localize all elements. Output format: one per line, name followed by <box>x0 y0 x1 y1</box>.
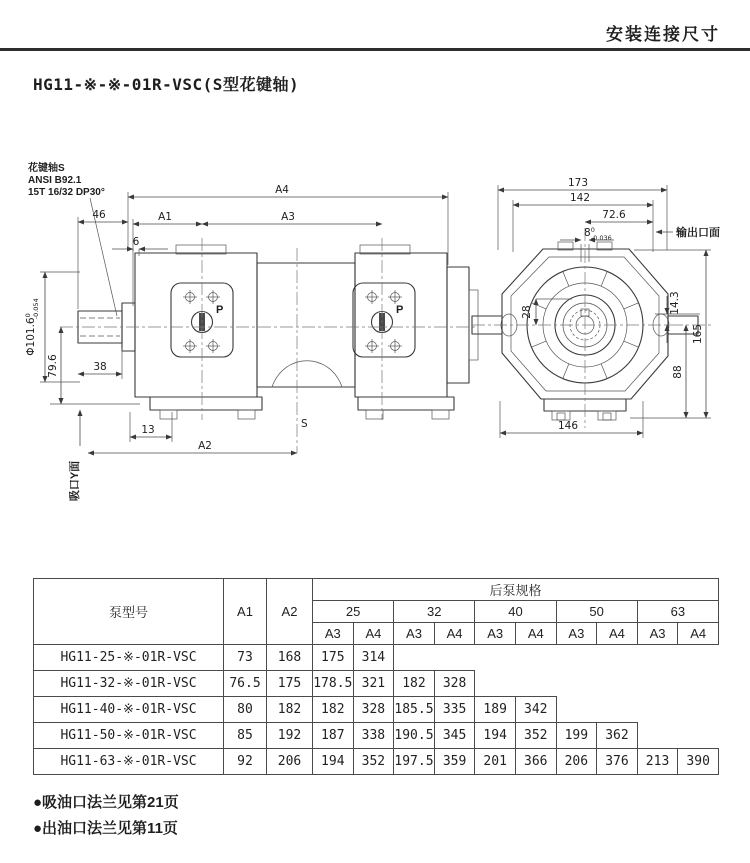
dim-88: 88 <box>672 365 684 379</box>
col-header-a1: A1 <box>224 579 267 645</box>
table-cell: 175 <box>313 645 354 671</box>
dim-s: S <box>301 418 308 430</box>
table-cell: 185.5 <box>394 697 435 723</box>
table-cell: 390 <box>678 749 719 775</box>
size-group-header-50: 50 <box>556 601 637 623</box>
table-cell: 342 <box>515 697 556 723</box>
side-view <box>60 238 478 453</box>
col-header-rear-pump-spec: 后泵规格 <box>313 579 719 601</box>
spline-note-2: ANSI B92.1 <box>28 175 82 186</box>
table-cell <box>597 697 638 723</box>
table-cell <box>556 697 597 723</box>
sub-col-header-a3: A3 <box>394 623 435 645</box>
table-cell <box>394 645 435 671</box>
table-cell: 338 <box>353 723 394 749</box>
page-title: HG11-※-※-01R-VSC(S型花键轴) <box>33 75 300 94</box>
table-cell: 178.5 <box>313 671 354 697</box>
table-cell: 206 <box>267 749 313 775</box>
table-cell: 187 <box>313 723 354 749</box>
table-cell: 192 <box>267 723 313 749</box>
table-cell: 345 <box>434 723 475 749</box>
table-cell: 92 <box>224 749 267 775</box>
header-section-label: 安装连接尺寸 <box>606 25 720 44</box>
table-cell: 73 <box>224 645 267 671</box>
size-group-header-40: 40 <box>475 601 556 623</box>
table-cell <box>515 645 556 671</box>
table-cell <box>637 645 678 671</box>
cell-model: HG11-50-※-01R-VSC <box>34 723 224 749</box>
dim-a4: A4 <box>275 184 289 196</box>
table-cell: 352 <box>515 723 556 749</box>
sub-col-header-a4: A4 <box>353 623 394 645</box>
dim-146: 146 <box>557 420 579 432</box>
outlet-face-label: 输出口面 <box>676 227 720 239</box>
sub-col-header-a4: A4 <box>597 623 638 645</box>
dim-14-3: 14.3 <box>669 291 681 315</box>
table-cell: 168 <box>267 645 313 671</box>
sub-col-header-a4: A4 <box>434 623 475 645</box>
cell-model: HG11-25-※-01R-VSC <box>34 645 224 671</box>
table-body <box>34 645 719 775</box>
dimensions-table <box>33 578 719 775</box>
table-cell: 362 <box>597 723 638 749</box>
table-cell: 190.5 <box>394 723 435 749</box>
table-cell: 328 <box>353 697 394 723</box>
front-view <box>472 228 712 428</box>
table-row <box>34 749 719 775</box>
dim-a1: A1 <box>158 211 172 223</box>
cell-model: HG11-40-※-01R-VSC <box>34 697 224 723</box>
page-header <box>0 14 750 48</box>
note-outlet-flange: ●出油口法兰见第11页 <box>33 820 178 837</box>
table-cell: 199 <box>556 723 597 749</box>
table-cell: 328 <box>434 671 475 697</box>
table-cell: 321 <box>353 671 394 697</box>
table-row <box>34 723 719 749</box>
col-header-model: 泵型号 <box>34 579 224 645</box>
table-cell: 335 <box>434 697 475 723</box>
dim-38: 38 <box>93 361 107 373</box>
table-cell <box>637 723 678 749</box>
dim-a2: A2 <box>198 440 212 452</box>
table-cell <box>515 671 556 697</box>
table-cell <box>637 671 678 697</box>
table-row <box>34 697 719 723</box>
table-cell: 206 <box>556 749 597 775</box>
table-cell: 194 <box>475 723 516 749</box>
table-cell: 352 <box>353 749 394 775</box>
cell-model: HG11-63-※-01R-VSC <box>34 749 224 775</box>
table-cell <box>597 671 638 697</box>
table-cell <box>678 723 719 749</box>
table-cell: 314 <box>353 645 394 671</box>
footer-notes <box>33 790 179 842</box>
table-cell <box>475 645 516 671</box>
size-group-header-63: 63 <box>637 601 718 623</box>
dim-46: 46 <box>92 209 106 221</box>
header-rule <box>0 48 750 51</box>
spline-note-3: 15T 16/32 DP30° <box>28 187 105 198</box>
table-cell <box>678 671 719 697</box>
table-head <box>34 579 719 645</box>
table-cell <box>678 697 719 723</box>
table-cell <box>556 645 597 671</box>
technical-drawing <box>0 140 750 570</box>
table-cell: 80 <box>224 697 267 723</box>
table-cell: 366 <box>515 749 556 775</box>
size-group-header-32: 32 <box>394 601 475 623</box>
side-view-dimensions <box>24 161 448 501</box>
table-cell: 201 <box>475 749 516 775</box>
spline-note-1: 花键轴S <box>28 163 65 174</box>
size-group-header-25: 25 <box>313 601 394 623</box>
bolt-holes <box>183 290 402 353</box>
table-cell <box>678 645 719 671</box>
sub-col-header-a4: A4 <box>678 623 719 645</box>
table-cell <box>597 645 638 671</box>
table-cell: 182 <box>267 697 313 723</box>
sub-col-header-a3: A3 <box>475 623 516 645</box>
table-cell: 182 <box>313 697 354 723</box>
table-cell <box>556 671 597 697</box>
table-cell: 197.5 <box>394 749 435 775</box>
table-cell: 359 <box>434 749 475 775</box>
dim-79-6: 79.6 <box>47 354 59 378</box>
sub-col-header-a3: A3 <box>556 623 597 645</box>
table-cell: 175 <box>267 671 313 697</box>
table-cell <box>475 671 516 697</box>
table-cell: 189 <box>475 697 516 723</box>
dimensions-table-wrap <box>33 578 719 775</box>
dim-phi-101-6: Φ101.6$^0$-0.054 <box>24 298 40 356</box>
dim-13: 13 <box>141 424 155 436</box>
table-cell <box>434 645 475 671</box>
table-cell <box>637 697 678 723</box>
dim-8: $8^0$ -0.036 <box>584 226 612 242</box>
note-suction-flange: ●吸油口法兰见第21页 <box>33 794 179 811</box>
cell-model: HG11-32-※-01R-VSC <box>34 671 224 697</box>
dim-a3: A3 <box>281 211 295 223</box>
dim-142: 142 <box>569 192 591 204</box>
table-cell: 213 <box>637 749 678 775</box>
sub-col-header-a4: A4 <box>515 623 556 645</box>
table-cell: 376 <box>597 749 638 775</box>
dim-173: 173 <box>567 177 589 189</box>
table-cell: 85 <box>224 723 267 749</box>
table-row <box>34 645 719 671</box>
sub-col-header-a3: A3 <box>637 623 678 645</box>
dim-72-6: 72.6 <box>602 209 626 221</box>
sub-col-header-a3: A3 <box>313 623 354 645</box>
suction-face-label: 吸口Y面 <box>69 460 81 502</box>
dim-165: 165 <box>692 323 704 345</box>
dim-28: 28 <box>521 305 533 319</box>
table-cell: 194 <box>313 749 354 775</box>
dim-6: 6 <box>132 236 140 248</box>
col-header-a2: A2 <box>267 579 313 645</box>
table-row <box>34 671 719 697</box>
port-label-p2: P <box>396 304 404 316</box>
table-cell: 182 <box>394 671 435 697</box>
table-cell: 76.5 <box>224 671 267 697</box>
port-label-p1: P <box>216 304 224 316</box>
